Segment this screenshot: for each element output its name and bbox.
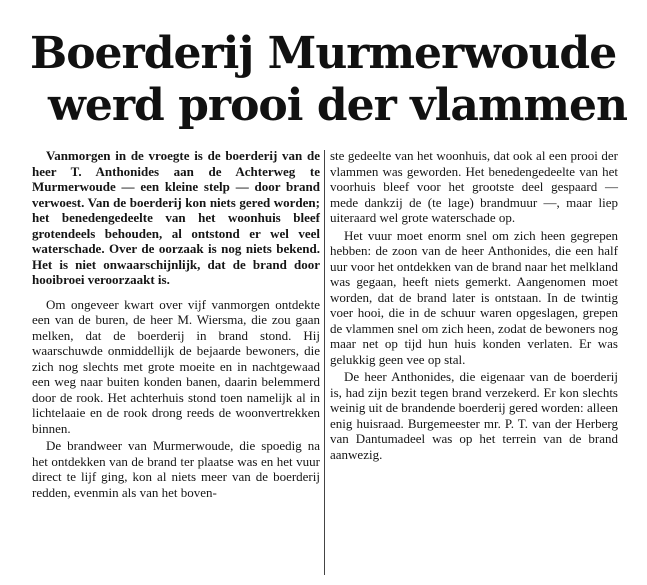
left-column bbox=[32, 148, 320, 500]
headline-line-2: werd prooi der vlammen bbox=[48, 80, 627, 131]
article-paragraph: Om ongeveer kwart over vijf vanmorgen ontdekte een van de buren, de heer M. Wiersma, die zou gaan melken, dat de boerderij in brand stond. Hij waarschuwde onmiddellijk de bejaarde bewoners, die zich nog slechts met grote moeite en in nachtgewaad een weg naar buiten konden banen, daarin belemmerd door de rook. Het achterhuis stond toen namelijk al in lichtelaaie en de rook drong reeds de woonvertrekken binnen. bbox=[32, 296, 320, 436]
headline-line-1: Boerderij Murmerwoude bbox=[30, 28, 617, 79]
right-column bbox=[330, 148, 618, 462]
headline bbox=[30, 28, 630, 132]
article-paragraph: De brandweer van Murmerwoude, die spoedig na het ontdekken van de brand ter plaatse was en het vuur direct te lijf ging, kon al niets meer van de boerderij redden, evenmin als van het boven- bbox=[32, 438, 320, 500]
article-paragraph: De heer Anthonides, die eigenaar van de boerderij is, had zijn bezit tegen brand verzekerd. Er kon slechts weinig uit de brandende boerderij gered worden: alleen enig huisraad. Burgemeester mr. P. T. van der Herberg van Dantumadeel was op het terrein van de brand aanwezig. bbox=[330, 369, 618, 462]
column-divider bbox=[324, 150, 325, 575]
lead-paragraph: Vanmorgen in de vroegte is de boerderij van de heer T. Anthonides aan de Achterweg te Murmerwoude — een kleine stelp — door brand verwoest. Van de boerderij kon niets gered worden; het benedengedeelte van het woonhuis bleef grotendeels behouden, al ontstond er wel veel waterschade. Over de oorzaak is nog niets bekend. Het is niet onwaarschijnlijk, dat de brand door hooibroei veroorzaakt is. bbox=[32, 148, 320, 287]
article-paragraph-continued: ste gedeelte van het woonhuis, dat ook al een prooi der vlammen was geworden. Het benedengedeelte van het voorhuis bleef voor het grootste deel gespaard — mede dankzij de (te lage) brandmuur —, maar liep uiteraard wel grote waterschade op. bbox=[330, 148, 618, 225]
article-paragraph: Het vuur moet enorm snel om zich heen gegrepen hebben: de zoon van de heer Anthonides, die een half uur voor het ontdekken van de brand naar het melkland was gegaan, heeft niets gemerkt. Aangenomen moet worden, dat de brand later is ontstaan. In de twintig voer hooi, die in de schuur waren opgeslagen, grepen de vlammen snel om zich heen, zodat de bewoners nog maar net op tijd hun huis konden verlaten. Er was gelukkig geen vee op stal. bbox=[330, 227, 618, 367]
